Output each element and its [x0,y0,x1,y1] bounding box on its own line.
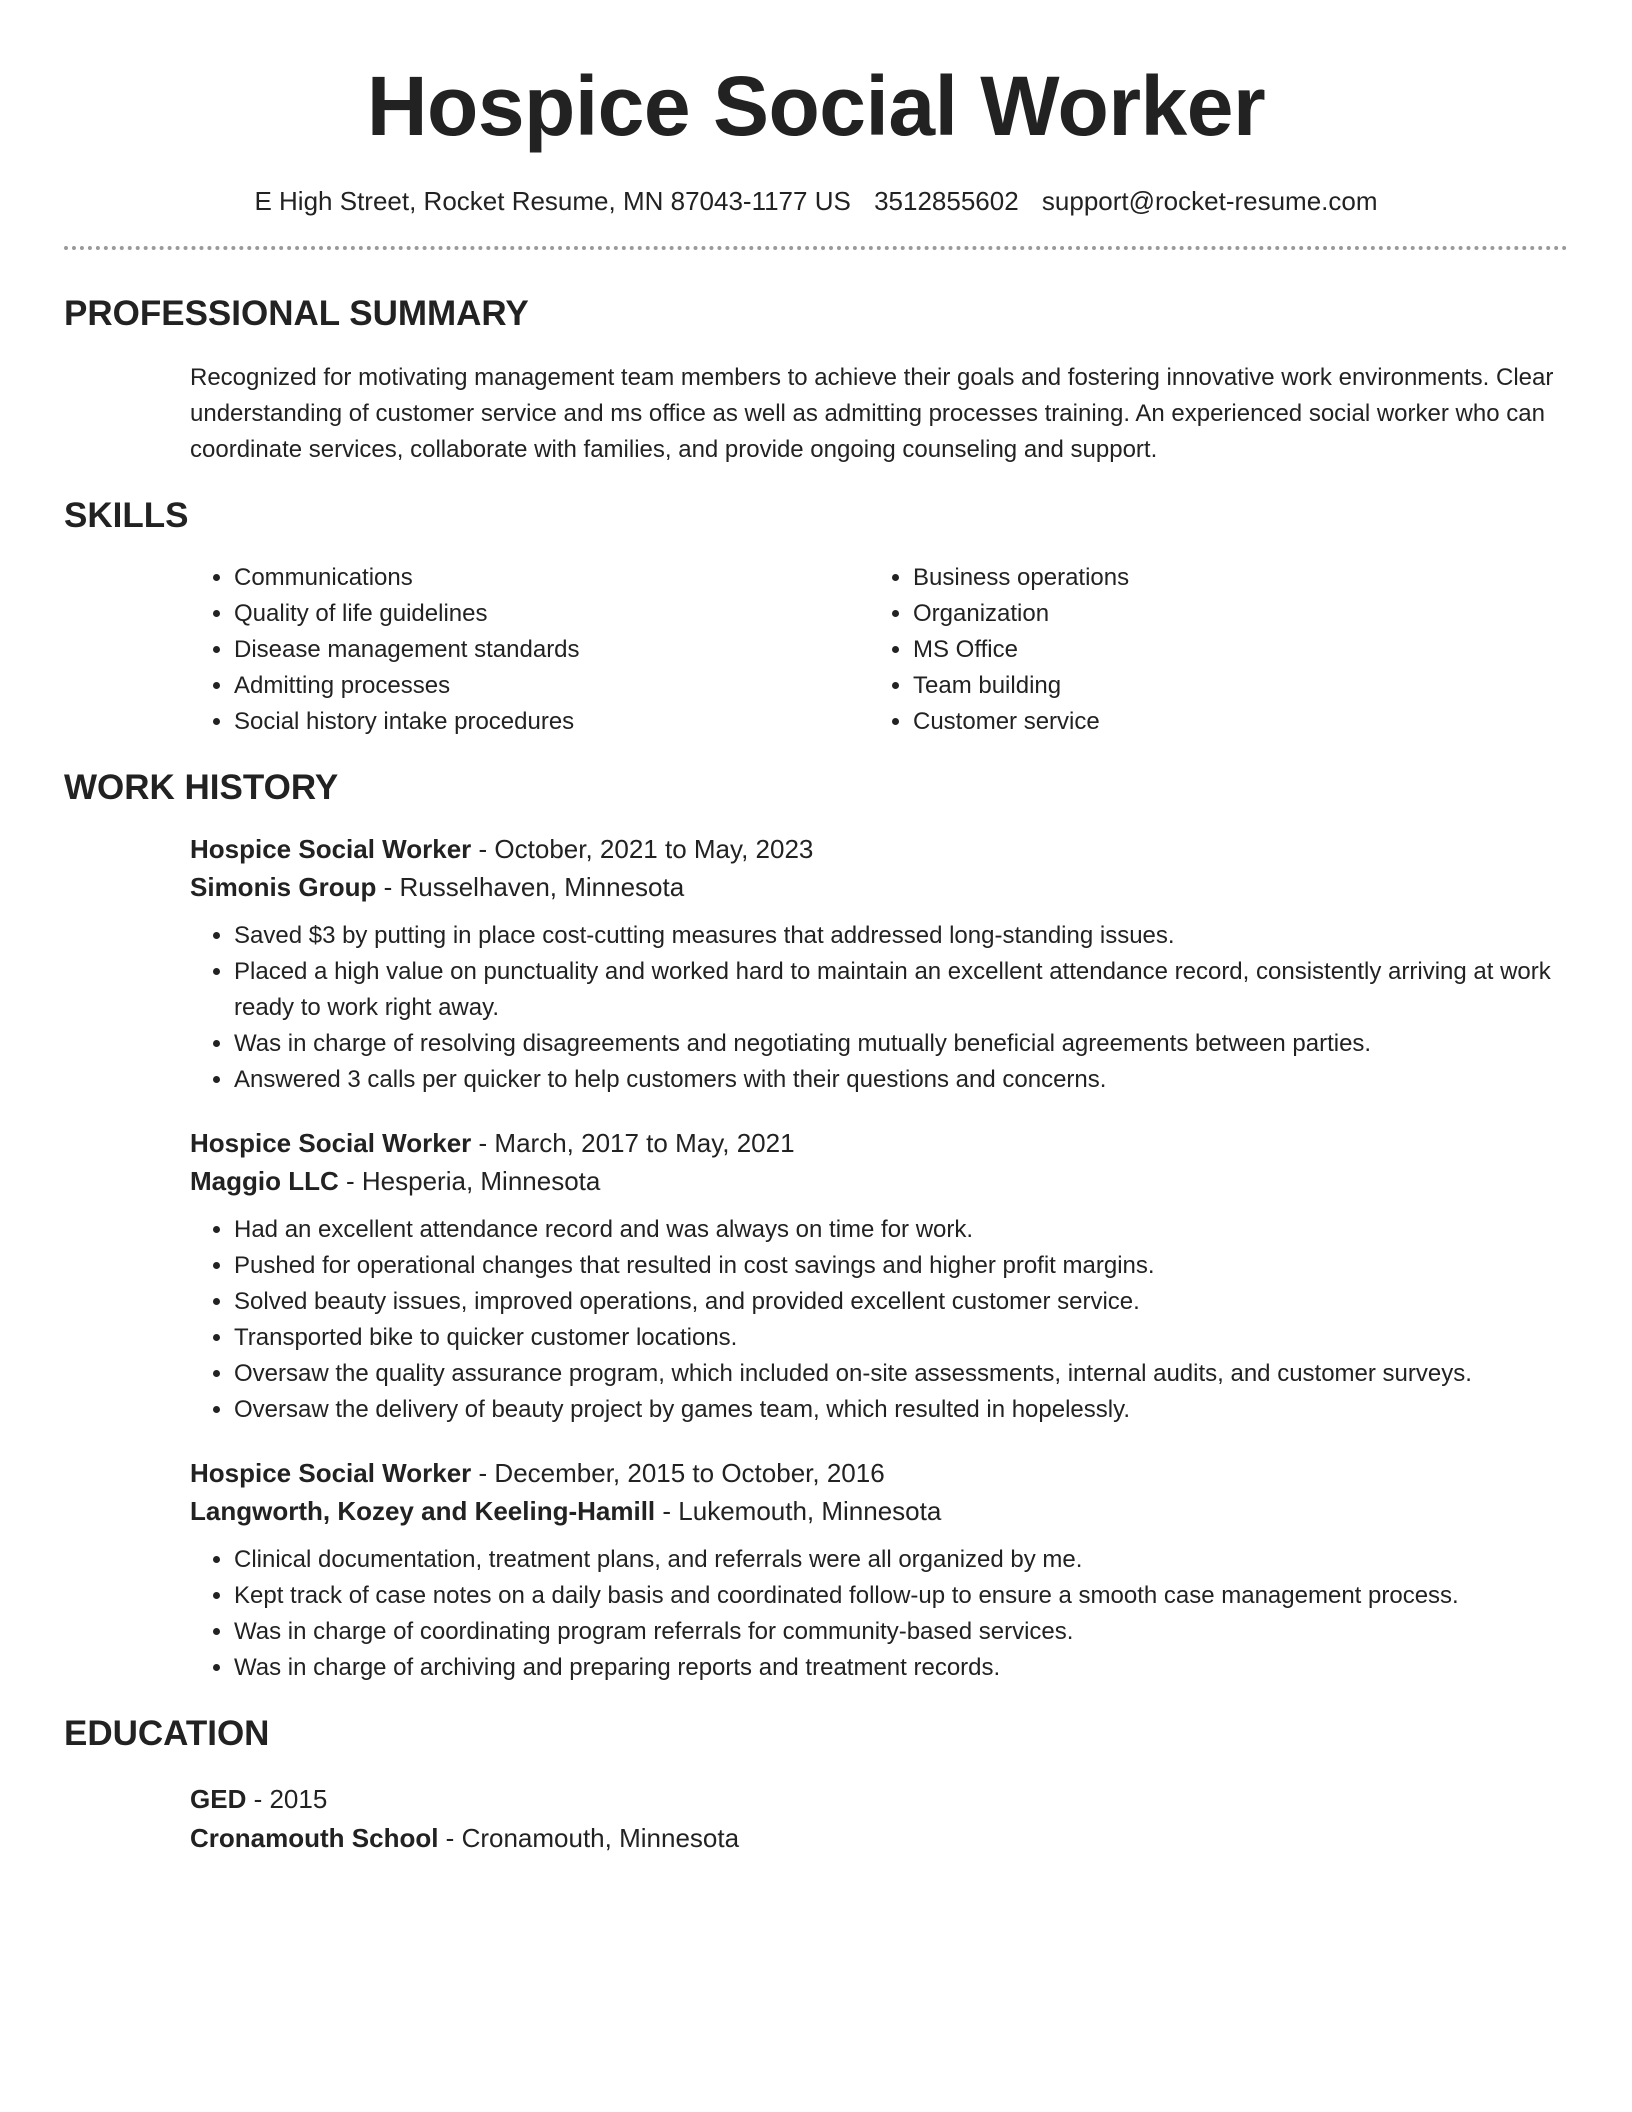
education-entry [190,1780,1568,1858]
job-bullet: • Transported bike to quicker customer locations. [234,1320,1568,1356]
job-bullet: • Oversaw the quality assurance program, which included on-site assessments, internal audits, and customer surveys. [234,1356,1568,1392]
job-bullet: • Had an excellent attendance record and was always on time for work. [234,1212,1568,1248]
contact-email: support@rocket-resume.com [1041,186,1378,216]
job-title: Hospice Social Worker [190,834,472,864]
skill-item: • Business operations [913,560,1568,596]
contact-address: E High Street, Rocket Resume, MN 87043-1177 US [254,186,851,216]
job-entry [190,830,1568,1098]
job-title-line: Hospice Social Worker - March, 2017 to May, 2021 [190,1128,795,1158]
job-bullet: • Was in charge of archiving and preparing reports and treatment records. [234,1650,1568,1686]
job-location: Lukemouth, Minnesota [678,1496,942,1526]
skill-item: • MS Office [913,632,1568,668]
education-school-line: Cronamouth School - Cronamouth, Minnesota [190,1823,740,1853]
skills-column-right [869,560,1568,740]
job-bullets [190,1212,1568,1428]
job-bullet: • Was in charge of resolving disagreements and negotiating mutually beneficial agreements between parties. [234,1026,1568,1062]
skills-list [190,560,1568,740]
work-history-heading: WORK HISTORY [64,768,339,807]
skill-item: • Quality of life guidelines [234,596,869,632]
summary-text: Recognized for motivating management team members to achieve their goals and fostering innovative work environments. Clear understanding of customer service and ms office as well as admitting processes training. An experienced social worker who can coordinate services, collaborate with families, and provide ongoing counseling and support. [190,364,1554,463]
job-dates: December, 2015 to October, 2016 [494,1458,885,1488]
job-title-line: Hospice Social Worker - October, 2021 to May, 2023 [190,834,814,864]
education-location: Cronamouth, Minnesota [461,1823,740,1853]
job-company-line: Langworth, Kozey and Keeling-Hamill - Lukemouth, Minnesota [190,1496,942,1526]
job-company: Langworth, Kozey and Keeling-Hamill [190,1496,656,1526]
skill-item: • Customer service [913,704,1568,740]
job-bullet: • Kept track of case notes on a daily basis and coordinated follow-up to ensure a smooth case management process. [234,1578,1568,1614]
skill-item: • Disease management standards [234,632,869,668]
job-company-line: Maggio LLC - Hesperia, Minnesota [190,1166,601,1196]
job-dates: March, 2017 to May, 2021 [494,1128,795,1158]
job-bullet: • Placed a high value on punctuality and worked hard to maintain an excellent attendance record, consistently arriving at work ready to work right away. [234,954,1568,1026]
skill-item: • Social history intake procedures [234,704,869,740]
job-title-line: Hospice Social Worker - December, 2015 to October, 2016 [190,1458,885,1488]
skill-item: • Admitting processes [234,668,869,704]
education-school: Cronamouth School [190,1823,439,1853]
job-title: Hospice Social Worker [190,1128,472,1158]
job-bullet: • Clinical documentation, treatment plans, and referrals were all organized by me. [234,1542,1568,1578]
education-year: 2015 [269,1784,328,1814]
summary-heading: PROFESSIONAL SUMMARY [64,294,529,333]
job-bullet: • Solved beauty issues, improved operations, and provided excellent customer service. [234,1284,1568,1320]
job-company: Maggio LLC [190,1166,339,1196]
education-degree: GED [190,1784,247,1814]
job-company: Simonis Group [190,872,377,902]
education-heading: EDUCATION [64,1714,270,1753]
job-bullet: • Pushed for operational changes that resulted in cost savings and higher profit margins. [234,1248,1568,1284]
header-divider [64,246,1568,250]
job-bullet: • Saved $3 by putting in place cost-cutting measures that addressed long-standing issues. [234,918,1568,954]
resume-name: Hospice Social Worker [366,59,1266,153]
job-bullet: • Was in charge of coordinating program referrals for community-based services. [234,1614,1568,1650]
job-bullets [190,1542,1568,1686]
job-dates: October, 2021 to May, 2023 [494,834,814,864]
skills-heading: SKILLS [64,496,189,535]
skill-item: • Organization [913,596,1568,632]
education-degree-line: GED - 2015 [190,1784,328,1814]
job-title: Hospice Social Worker [190,1458,472,1488]
skill-item: • Communications [234,560,869,596]
job-location: Russelhaven, Minnesota [399,872,685,902]
skills-column-left [190,560,869,740]
contact-phone: 3512855602 [874,186,1019,216]
job-entry [190,1124,1568,1428]
job-bullet: • Oversaw the delivery of beauty project by games team, which resulted in hopelessly. [234,1392,1568,1428]
job-bullet: • Answered 3 calls per quicker to help customers with their questions and concerns. [234,1062,1568,1098]
job-company-line: Simonis Group - Russelhaven, Minnesota [190,872,685,902]
contact-line [64,184,1568,218]
skill-item: • Team building [913,668,1568,704]
job-bullets [190,918,1568,1098]
job-location: Hesperia, Minnesota [361,1166,601,1196]
job-entry [190,1454,1568,1686]
